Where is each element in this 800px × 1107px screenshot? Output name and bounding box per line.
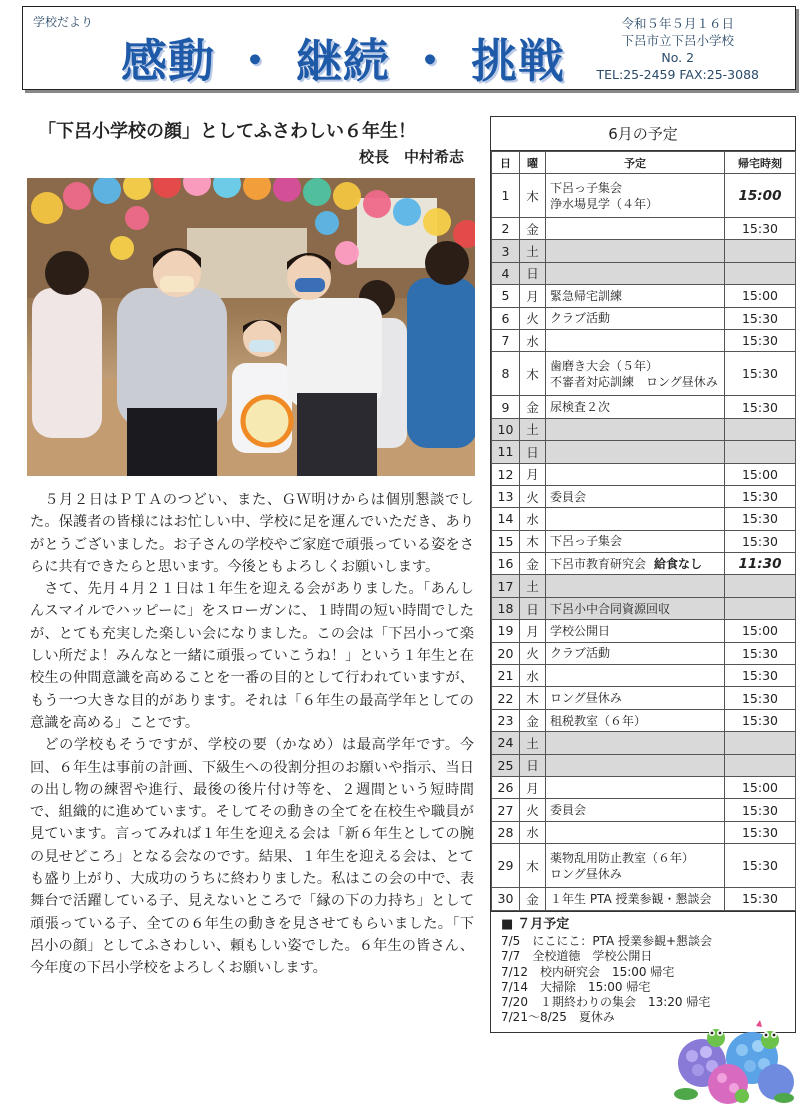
article-byline: 校長 中村希志 bbox=[358, 148, 464, 166]
schedule-day: 29 bbox=[492, 844, 520, 888]
schedule-day: 14 bbox=[492, 508, 520, 530]
schedule-row bbox=[492, 844, 796, 888]
schedule-row bbox=[492, 307, 796, 329]
schedule-event-line: 尿検査２次 bbox=[550, 400, 611, 415]
schedule-event bbox=[546, 844, 725, 888]
schedule-event bbox=[546, 776, 725, 798]
schedule-row bbox=[492, 597, 796, 619]
schedule-event bbox=[546, 709, 725, 731]
schedule-day: 17 bbox=[492, 575, 520, 597]
schedule-return-time: 15:30 bbox=[725, 218, 796, 240]
col-weekday: 曜 bbox=[520, 152, 546, 174]
schedule-return-time: 15:30 bbox=[725, 485, 796, 507]
schedule-return-time: 15:00 bbox=[725, 174, 796, 218]
schedule-day: 20 bbox=[492, 642, 520, 664]
schedule-event-line: クラブ活動 bbox=[550, 646, 611, 661]
col-event: 予定 bbox=[546, 152, 725, 174]
schedule-event-line: 下呂っ子集会 bbox=[550, 180, 623, 195]
schedule-event bbox=[546, 687, 725, 709]
schedule-event bbox=[546, 218, 725, 240]
schedule-return-time: 11:30 bbox=[725, 553, 796, 575]
schedule-return-time: 15:30 bbox=[725, 352, 796, 396]
schedule-event-line: 薬物乱用防止教室（６年） bbox=[550, 850, 695, 865]
schedule-weekday: 水 bbox=[520, 821, 546, 843]
schedule-return-time bbox=[725, 262, 796, 284]
schedule-event bbox=[546, 665, 725, 687]
schedule-row bbox=[492, 665, 796, 687]
schedule-weekday: 日 bbox=[520, 441, 546, 463]
schedule-day: 28 bbox=[492, 821, 520, 843]
schedule-day: 5 bbox=[492, 285, 520, 307]
schedule-event bbox=[546, 530, 725, 552]
newsletter-header bbox=[22, 6, 796, 90]
schedule-day: 27 bbox=[492, 799, 520, 821]
schedule-event-line: ロング昼休み bbox=[550, 866, 622, 881]
newsletter-title: 感動 ・ 継続 ・ 挑戦 bbox=[121, 34, 566, 88]
schedule-row bbox=[492, 687, 796, 709]
article-paragraph: どの学校もそうですが、学校の要（かなめ）は最高学年です。今回、６年生は事前の計画、下級生への役割分担のお願いや指示、当日の出し物の練習や進行、最後の後片付け等を、２週間という短時間で、組織的に進めています。そしてその動きの全てを在校生や職員が見ています。言ってみれば１年生を迎える会は「新６年生としての腕の見せどころ」となる会なのです。結果、１年生を迎える会は、とても盛り上がり、大成功のうちに終わりました。私はこの会の中で、表舞台で活躍している子、見えないところで「縁の下の力持ち」として頑張っている子、全ての６年生の動きを見させてもらいました。「下呂小の顔」としてふさわしい、頼もしい姿でした。６年生の皆さん、今年度の下呂小学校をよろしくお願いします。 bbox=[30, 737, 474, 977]
schedule-row bbox=[492, 262, 796, 284]
hydrangea-frog-illustration bbox=[672, 1018, 796, 1104]
schedule-day: 3 bbox=[492, 240, 520, 262]
july-title-text: ７月予定 bbox=[517, 917, 570, 932]
schedule-event-line: ロング昼休み bbox=[550, 691, 622, 706]
schedule-weekday: 日 bbox=[520, 262, 546, 284]
schedule-header-row bbox=[492, 152, 796, 174]
schedule-day: 12 bbox=[492, 463, 520, 485]
schedule-return-time: 15:00 bbox=[725, 776, 796, 798]
july-item: 7/5 にこにこ：PTA 授業参観+懇談会 bbox=[501, 934, 713, 949]
schedule-return-time bbox=[725, 240, 796, 262]
article-paragraph: さて、先月４月２１日は１年生を迎える会がありました。「あんしんスマイルでハッピーに」をスローガンに、１時間の短い時間でしたが、とても充実した楽しい会になりました。この会は「下呂小って楽しい所だよ！みんなと一緒に頑張っていこうね！」という１年生と在校生の仲間意識を高めることを一番の目的として行われていますが、もう一つ大きな目的があります。それは「６年生の最高学年としての意識を高める」ことです。 bbox=[30, 581, 474, 731]
newsletter-meta bbox=[596, 15, 759, 83]
july-item: 7/12 校内研究会 15:00 帰宅 bbox=[501, 964, 675, 979]
schedule-table bbox=[491, 151, 796, 911]
schedule-day: 10 bbox=[492, 418, 520, 440]
schedule-return-time: 15:30 bbox=[725, 307, 796, 329]
july-item: 7/7 全校道徳 学校公開日 bbox=[501, 949, 653, 964]
schedule-return-time bbox=[725, 418, 796, 440]
schedule-day: 6 bbox=[492, 307, 520, 329]
schedule-day: 9 bbox=[492, 396, 520, 418]
article-headline: 「下呂小学校の顔」としてふさわしい６年生！ bbox=[38, 121, 416, 142]
schedule-day: 1 bbox=[492, 174, 520, 218]
schedule-event-line: 学校公開日 bbox=[550, 623, 611, 638]
schedule-row bbox=[492, 553, 796, 575]
schedule-weekday: 月 bbox=[520, 776, 546, 798]
schedule-return-time: 15:30 bbox=[725, 508, 796, 530]
schedule-event bbox=[546, 396, 725, 418]
schedule-weekday: 水 bbox=[520, 329, 546, 351]
july-item: 7/14 大掃除 15:00 帰宅 bbox=[501, 979, 651, 994]
schedule-day: 11 bbox=[492, 441, 520, 463]
schedule-event-line: 下呂小中合同資源回収 bbox=[550, 601, 671, 616]
schedule-weekday: 土 bbox=[520, 418, 546, 440]
schedule-event-line: 委員会 bbox=[550, 489, 587, 504]
schedule-day: 23 bbox=[492, 709, 520, 731]
schedule-row bbox=[492, 352, 796, 396]
schedule-row bbox=[492, 285, 796, 307]
schedule-event-line: 歯磨き大会（５年） bbox=[550, 358, 659, 373]
schedule-event bbox=[546, 329, 725, 351]
schedule-weekday: 金 bbox=[520, 888, 546, 910]
schedule-weekday: 木 bbox=[520, 844, 546, 888]
schedule-return-time: 15:00 bbox=[725, 285, 796, 307]
event-photo-illustration bbox=[27, 178, 475, 476]
schedule-event bbox=[546, 262, 725, 284]
schedule-row bbox=[492, 508, 796, 530]
schedule-return-time: 15:30 bbox=[725, 530, 796, 552]
schedule-weekday: 土 bbox=[520, 240, 546, 262]
schedule-event bbox=[546, 508, 725, 530]
schedule-return-time bbox=[725, 575, 796, 597]
schedule-row bbox=[492, 575, 796, 597]
schedule-day: 19 bbox=[492, 620, 520, 642]
schedule-return-time bbox=[725, 732, 796, 754]
col-day: 日 bbox=[492, 152, 520, 174]
schedule-row bbox=[492, 776, 796, 798]
schedule-row bbox=[492, 821, 796, 843]
schedule-event bbox=[546, 732, 725, 754]
schedule-day: 7 bbox=[492, 329, 520, 351]
schedule-row bbox=[492, 463, 796, 485]
schedule-weekday: 月 bbox=[520, 285, 546, 307]
schedule-row bbox=[492, 396, 796, 418]
schedule-event-line: 下呂っ子集会 bbox=[550, 534, 623, 549]
schedule-event bbox=[546, 307, 725, 329]
schedule-weekday: 金 bbox=[520, 396, 546, 418]
schedule-event-line: 不審者対応訓練 ロング昼休み bbox=[550, 374, 718, 389]
schedule-event bbox=[546, 463, 725, 485]
schedule-event-line: クラブ活動 bbox=[550, 311, 611, 326]
schedule-weekday: 火 bbox=[520, 485, 546, 507]
schedule-return-time: 15:00 bbox=[725, 463, 796, 485]
schedule-return-time bbox=[725, 754, 796, 776]
schedule-weekday: 火 bbox=[520, 642, 546, 664]
schedule-weekday: 木 bbox=[520, 174, 546, 218]
schedule-day: 18 bbox=[492, 597, 520, 619]
schedule-weekday: 水 bbox=[520, 665, 546, 687]
schedule-day: 4 bbox=[492, 262, 520, 284]
july-item: 7/20 １期終わりの集会 13:20 帰宅 bbox=[501, 995, 711, 1010]
schedule-weekday: 金 bbox=[520, 553, 546, 575]
issue-date: 令和５年５月１６日 bbox=[621, 16, 734, 31]
schedule-event bbox=[546, 441, 725, 463]
schedule-weekday: 火 bbox=[520, 307, 546, 329]
schedule-day: 25 bbox=[492, 754, 520, 776]
schedule-event bbox=[546, 174, 725, 218]
schedule-row bbox=[492, 799, 796, 821]
schedule-day: 30 bbox=[492, 888, 520, 910]
schedule-event-line: １年生 PTA 授業参観・懇談会 bbox=[550, 891, 712, 906]
schedule-row bbox=[492, 485, 796, 507]
july-title bbox=[501, 917, 785, 932]
schedule-event bbox=[546, 597, 725, 619]
june-schedule bbox=[490, 116, 796, 912]
schedule-event bbox=[546, 485, 725, 507]
schedule-weekday: 金 bbox=[520, 709, 546, 731]
schedule-weekday: 水 bbox=[520, 508, 546, 530]
schedule-row bbox=[492, 174, 796, 218]
schedule-row bbox=[492, 620, 796, 642]
schedule-weekday: 日 bbox=[520, 754, 546, 776]
schedule-row bbox=[492, 709, 796, 731]
schedule-event bbox=[546, 352, 725, 396]
schedule-return-time: 15:30 bbox=[725, 329, 796, 351]
schedule-row bbox=[492, 218, 796, 240]
schedule-return-time: 15:30 bbox=[725, 709, 796, 731]
schedule-return-time: 15:30 bbox=[725, 396, 796, 418]
schedule-return-time bbox=[725, 597, 796, 619]
schedule-day: 15 bbox=[492, 530, 520, 552]
schedule-day: 16 bbox=[492, 553, 520, 575]
schedule-event bbox=[546, 620, 725, 642]
schedule-return-time: 15:30 bbox=[725, 799, 796, 821]
schedule-day: 2 bbox=[492, 218, 520, 240]
schedule-event bbox=[546, 285, 725, 307]
schedule-weekday: 月 bbox=[520, 463, 546, 485]
article-paragraph: ５月２日はＰＴＡのつどい、また、ＧＷ明けからは個別懇談でした。保護者の皆様にはお忙しい中、学校に足を運んでいただき、ありがとうございました。お子さんの学校やご家庭で頑張っている姿をさらに共有できたらと思います。今後ともよろしくお願いします。 bbox=[30, 492, 474, 575]
schedule-event bbox=[546, 754, 725, 776]
schedule-weekday: 土 bbox=[520, 732, 546, 754]
contact-info: TEL:25-2459 FAX:25-3088 bbox=[596, 67, 759, 82]
schedule-row bbox=[492, 418, 796, 440]
schedule-return-time: 15:30 bbox=[725, 888, 796, 910]
schedule-day: 22 bbox=[492, 687, 520, 709]
schedule-day: 24 bbox=[492, 732, 520, 754]
schedule-return-time: 15:30 bbox=[725, 687, 796, 709]
schedule-weekday: 土 bbox=[520, 575, 546, 597]
schedule-row bbox=[492, 888, 796, 910]
schedule-weekday: 火 bbox=[520, 799, 546, 821]
schedule-row bbox=[492, 732, 796, 754]
schedule-return-time bbox=[725, 441, 796, 463]
schedule-event bbox=[546, 240, 725, 262]
schedule-day: 13 bbox=[492, 485, 520, 507]
schedule-caption: 6月の予定 bbox=[491, 117, 795, 151]
schedule-event-line: 租税教室（６年） bbox=[550, 713, 647, 728]
july-schedule bbox=[490, 911, 796, 1033]
schedule-event bbox=[546, 799, 725, 821]
july-item: 7/21～8/25 夏休み bbox=[501, 1010, 615, 1025]
schedule-event bbox=[546, 575, 725, 597]
schedule-event-line: 委員会 bbox=[550, 803, 587, 818]
newsletter-label: 学校だより bbox=[33, 15, 94, 29]
schedule-weekday: 月 bbox=[520, 620, 546, 642]
schedule-event bbox=[546, 888, 725, 910]
schedule-row bbox=[492, 530, 796, 552]
issue-number: No. 2 bbox=[661, 50, 695, 65]
schedule-event bbox=[546, 553, 725, 575]
schedule-row bbox=[492, 240, 796, 262]
schedule-weekday: 金 bbox=[520, 218, 546, 240]
schedule-event-line: 浄水場見学（４年） bbox=[550, 196, 659, 211]
school-name: 下呂市立下呂小学校 bbox=[621, 33, 734, 48]
schedule-weekday: 木 bbox=[520, 530, 546, 552]
schedule-return-time: 15:30 bbox=[725, 665, 796, 687]
schedule-return-time: 15:30 bbox=[725, 821, 796, 843]
event-photo bbox=[27, 178, 475, 476]
schedule-event-line bbox=[550, 556, 720, 572]
schedule-weekday: 木 bbox=[520, 352, 546, 396]
schedule-row bbox=[492, 329, 796, 351]
schedule-day: 21 bbox=[492, 665, 520, 687]
schedule-event-line: 緊急帰宅訓練 bbox=[550, 288, 623, 303]
schedule-event-note: 給食なし bbox=[654, 556, 703, 571]
schedule-body bbox=[492, 174, 796, 911]
schedule-row bbox=[492, 642, 796, 664]
square-bullet-icon: ■ bbox=[501, 917, 514, 932]
col-return-time: 帰宅時刻 bbox=[725, 152, 796, 174]
schedule-event bbox=[546, 418, 725, 440]
schedule-day: 26 bbox=[492, 776, 520, 798]
schedule-event bbox=[546, 642, 725, 664]
schedule-event bbox=[546, 821, 725, 843]
schedule-weekday: 日 bbox=[520, 597, 546, 619]
schedule-weekday: 木 bbox=[520, 687, 546, 709]
article-body bbox=[30, 489, 474, 980]
schedule-event-line-text: 下呂市教育研究会 bbox=[550, 556, 647, 571]
schedule-row bbox=[492, 441, 796, 463]
schedule-return-time: 15:00 bbox=[725, 620, 796, 642]
schedule-row bbox=[492, 754, 796, 776]
schedule-return-time: 15:30 bbox=[725, 844, 796, 888]
schedule-day: 8 bbox=[492, 352, 520, 396]
schedule-return-time: 15:30 bbox=[725, 642, 796, 664]
